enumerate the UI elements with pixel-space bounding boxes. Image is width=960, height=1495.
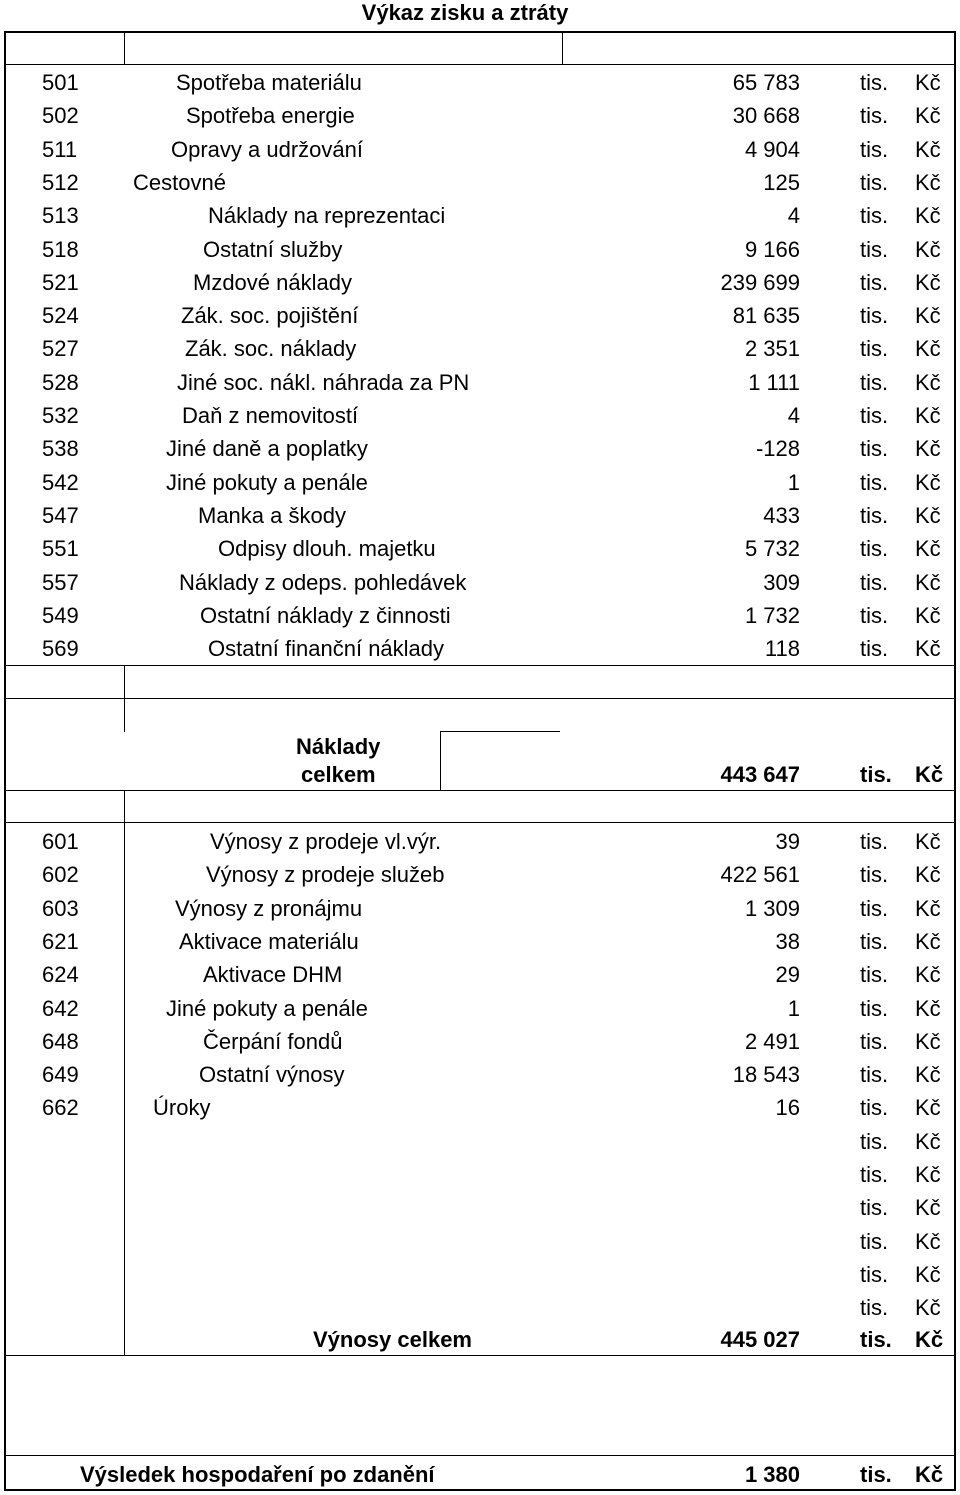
row-name: Aktivace materiálu: [179, 928, 359, 954]
unit-tis: tis.: [860, 1162, 889, 1187]
row-amount: 18 543: [732, 1062, 800, 1088]
row-code: 542: [42, 469, 79, 495]
row-code: 569: [42, 636, 79, 662]
unit-tis: tis.: [860, 962, 889, 988]
revenues-total-label: Výnosy celkem: [313, 1327, 472, 1352]
row-amount: 4 904: [744, 136, 800, 162]
row-name: Odpisy dlouh. majetku: [218, 536, 436, 562]
row-amount: 1 111: [748, 369, 800, 395]
row-amount: 1 732: [744, 602, 800, 628]
unit-kc: Kč: [915, 403, 941, 428]
row-amount: 81 635: [732, 303, 800, 329]
unit-tis: tis.: [860, 70, 889, 95]
row-name: Manka a škody: [198, 502, 346, 528]
row-code: 549: [42, 602, 79, 628]
row-code: 551: [42, 536, 79, 562]
row-amount: 1 309: [744, 895, 800, 921]
table-row: [0, 1025, 960, 1058]
unit-kc: Kč: [915, 1028, 941, 1054]
unit-tis: tis.: [860, 303, 889, 329]
unit-tis: tis.: [860, 336, 889, 362]
row-code: 521: [42, 269, 79, 295]
unit-kc: Kč: [915, 369, 941, 395]
row-code: 512: [42, 169, 79, 195]
total-top-divider: [4, 698, 956, 699]
table-row: [0, 66, 960, 99]
unit-kc: Kč: [915, 303, 941, 329]
costs-total-label-line1: Náklady: [296, 734, 381, 759]
costs-total-row-2: [0, 758, 960, 791]
header-row-divider: [4, 64, 956, 65]
row-name: Náklady na reprezentaci: [208, 203, 446, 229]
unit-kc: Kč: [915, 436, 941, 462]
row-code: 511: [42, 136, 78, 162]
table-row: [0, 892, 960, 925]
row-name: Mzdové náklady: [193, 269, 352, 295]
revenues-total-row: [0, 1323, 960, 1356]
unit-tis: tis.: [860, 103, 889, 129]
unit-kc: Kč: [915, 995, 941, 1021]
costs-total-amount: 443 647: [720, 762, 800, 787]
unit-kc: Kč: [915, 762, 944, 787]
unit-kc: Kč: [915, 1128, 941, 1154]
row-amount: 2 351: [744, 336, 800, 362]
row-amount: -128: [755, 436, 800, 462]
row-name: Zák. soc. náklady: [185, 336, 357, 362]
row-code: 532: [42, 403, 79, 428]
unit-tis: tis.: [860, 502, 889, 528]
table-row: [0, 1258, 960, 1291]
table-row: [0, 1291, 960, 1324]
row-amount: 65 783: [732, 70, 800, 95]
table-row: [0, 432, 960, 465]
row-code: 624: [42, 962, 79, 988]
row-code: 538: [42, 436, 79, 462]
table-row: [0, 992, 960, 1025]
unit-kc: Kč: [915, 862, 941, 888]
row-amount: 422 561: [720, 862, 800, 888]
row-name: Čerpání fondů: [203, 1028, 343, 1054]
row-code: 601: [42, 829, 79, 854]
report-title: Výkaz zisku a ztráty: [361, 0, 569, 25]
table-row: [0, 566, 960, 599]
row-name: Cestovné: [133, 169, 226, 195]
unit-kc: Kč: [915, 1195, 941, 1221]
unit-kc: Kč: [915, 236, 941, 262]
unit-tis: tis.: [860, 602, 889, 628]
row-amount: 239 699: [720, 269, 800, 295]
costs-end-divider: [4, 665, 956, 666]
row-name: Ostatní výnosy: [199, 1062, 345, 1088]
table-row: [0, 1125, 960, 1158]
table-row: [0, 499, 960, 532]
unit-kc: Kč: [915, 103, 941, 129]
unit-tis: tis.: [860, 436, 889, 462]
revenues-top-divider: [4, 822, 956, 823]
table-row: [0, 233, 960, 266]
unit-kc: Kč: [915, 1228, 941, 1254]
header-column-divider-2: [562, 31, 563, 65]
unit-tis: tis.: [860, 369, 889, 395]
row-code: 518: [42, 236, 79, 262]
row-amount: 309: [763, 569, 800, 595]
table-row: [0, 299, 960, 332]
unit-tis: tis.: [860, 895, 889, 921]
unit-tis: tis.: [860, 636, 889, 662]
row-code: 603: [42, 895, 79, 921]
table-row: [0, 133, 960, 166]
unit-kc: Kč: [915, 469, 941, 495]
row-code: 502: [42, 103, 79, 129]
row-name: Výnosy z prodeje služeb: [206, 862, 445, 888]
row-amount: 29: [775, 962, 800, 988]
table-row: [0, 532, 960, 565]
unit-tis: tis.: [860, 569, 889, 595]
row-code: 602: [42, 862, 79, 888]
unit-kc: Kč: [915, 336, 941, 362]
row-code: 524: [42, 303, 79, 329]
row-name: Jiné soc. nákl. náhrada za PN: [177, 369, 470, 395]
row-amount: 433: [763, 502, 800, 528]
unit-kc: Kč: [915, 895, 941, 921]
table-row: [0, 332, 960, 365]
unit-kc: Kč: [915, 829, 941, 854]
row-amount: 5 732: [744, 536, 800, 562]
row-amount: 38: [775, 928, 800, 954]
unit-tis: tis.: [860, 862, 889, 888]
row-name: Opravy a udržování: [171, 136, 363, 162]
row-code: 501: [42, 70, 79, 95]
row-amount: 118: [764, 636, 800, 662]
unit-kc: Kč: [915, 536, 941, 562]
revenues-total-amount: 445 027: [720, 1327, 800, 1352]
table-row: [0, 1158, 960, 1191]
row-name: Úroky: [153, 1095, 211, 1121]
result-label: Výsledek hospodaření po zdanění: [80, 1462, 435, 1487]
table-row: [0, 632, 960, 665]
unit-tis: tis.: [860, 169, 889, 195]
unit-tis: tis.: [860, 236, 889, 262]
row-code: 528: [42, 369, 79, 395]
unit-kc: Kč: [915, 70, 941, 95]
unit-tis: tis.: [860, 1095, 889, 1121]
unit-tis: tis.: [860, 1128, 889, 1154]
unit-tis: tis.: [860, 269, 889, 295]
row-amount: 2 491: [744, 1028, 800, 1054]
row-code: 527: [42, 336, 79, 362]
row-code: 547: [42, 502, 79, 528]
table-row: [0, 266, 960, 299]
table-row: [0, 466, 960, 499]
row-code: 513: [42, 203, 79, 229]
unit-tis: tis.: [860, 829, 889, 854]
unit-tis: tis.: [860, 995, 889, 1021]
table-row: [0, 399, 960, 432]
unit-tis: tis.: [860, 1261, 889, 1287]
result-amount: 1 380: [744, 1462, 800, 1487]
row-code: 621: [42, 928, 79, 954]
unit-kc: Kč: [915, 636, 941, 662]
header-column-divider-1: [124, 31, 125, 65]
unit-tis: tis.: [860, 1062, 889, 1088]
row-name: Aktivace DHM: [203, 962, 343, 988]
unit-kc: Kč: [915, 962, 941, 988]
row-name: Jiné daně a poplatky: [166, 436, 368, 462]
unit-tis: tis.: [860, 1028, 889, 1054]
row-name: Daň z nemovitostí: [182, 403, 359, 428]
table-row: [0, 1058, 960, 1091]
unit-kc: Kč: [915, 1261, 941, 1287]
unit-kc: Kč: [915, 1095, 941, 1121]
row-amount: 125: [763, 169, 800, 195]
unit-tis: tis.: [860, 1295, 889, 1321]
table-row: [0, 599, 960, 632]
row-name: Ostatní náklady z činnosti: [200, 602, 451, 628]
row-amount: 4: [787, 203, 800, 229]
unit-tis: tis.: [860, 469, 889, 495]
row-name: Ostatní služby: [203, 236, 343, 262]
unit-kc: Kč: [915, 1327, 944, 1352]
row-code: 557: [42, 569, 79, 595]
row-name: Zák. soc. pojištění: [181, 303, 359, 329]
row-amount: 30 668: [732, 103, 800, 129]
table-row: [0, 825, 960, 858]
unit-kc: Kč: [915, 1162, 941, 1187]
revenues-blank-divider: [124, 790, 125, 823]
row-code: 662: [42, 1095, 79, 1121]
row-name: Náklady z odeps. pohledávek: [179, 569, 467, 595]
row-amount: 9 166: [744, 236, 800, 262]
unit-kc: Kč: [915, 1462, 944, 1487]
row-name: Výnosy z pronájmu: [175, 895, 363, 921]
row-code: 649: [42, 1062, 79, 1088]
row-code: 648: [42, 1028, 79, 1054]
row-name: Spotřeba materiálu: [176, 70, 362, 95]
row-name: Výnosy z prodeje vl.výr.: [210, 829, 442, 854]
table-row: [0, 99, 960, 132]
unit-kc: Kč: [915, 602, 941, 628]
table-row: [0, 166, 960, 199]
unit-tis: tis.: [860, 536, 889, 562]
table-row: [0, 1225, 960, 1258]
unit-tis: tis.: [860, 203, 889, 229]
table-row: [0, 199, 960, 232]
unit-tis: tis.: [860, 928, 889, 954]
unit-kc: Kč: [915, 502, 941, 528]
total-label-left-divider: [124, 698, 125, 732]
table-row: [0, 366, 960, 399]
row-amount: 39: [775, 829, 800, 854]
unit-tis: tis.: [860, 136, 889, 162]
unit-tis: tis.: [860, 762, 892, 787]
table-row: [0, 1191, 960, 1224]
blank-row-divider: [124, 665, 125, 699]
unit-kc: Kč: [915, 203, 941, 229]
row-amount: 1: [787, 995, 800, 1021]
row-name: Jiné pokuty a penále: [166, 469, 368, 495]
row-name: Spotřeba energie: [186, 103, 355, 129]
unit-kc: Kč: [915, 269, 941, 295]
unit-kc: Kč: [915, 1062, 941, 1088]
unit-tis: tis.: [860, 1462, 892, 1487]
row-amount: 1: [787, 469, 800, 495]
result-top-divider: [4, 1455, 956, 1456]
row-name: Ostatní finanční náklady: [208, 636, 445, 662]
costs-total-label-line2: celkem: [301, 762, 376, 787]
table-row: [0, 925, 960, 958]
row-amount: 4: [787, 403, 800, 428]
unit-tis: tis.: [860, 1228, 889, 1254]
unit-tis: tis.: [860, 1327, 892, 1352]
unit-kc: Kč: [915, 928, 941, 954]
result-row: [0, 1458, 960, 1491]
unit-kc: Kč: [915, 136, 941, 162]
unit-kc: Kč: [915, 169, 941, 195]
table-row: [0, 858, 960, 891]
row-name: Jiné pokuty a penále: [166, 995, 368, 1021]
table-row: [0, 1091, 960, 1124]
row-code: 642: [42, 995, 79, 1021]
unit-tis: tis.: [860, 403, 889, 428]
unit-tis: tis.: [860, 1195, 889, 1221]
table-row: [0, 958, 960, 991]
row-amount: 16: [775, 1095, 800, 1121]
unit-kc: Kč: [915, 569, 941, 595]
unit-kc: Kč: [915, 1295, 941, 1321]
